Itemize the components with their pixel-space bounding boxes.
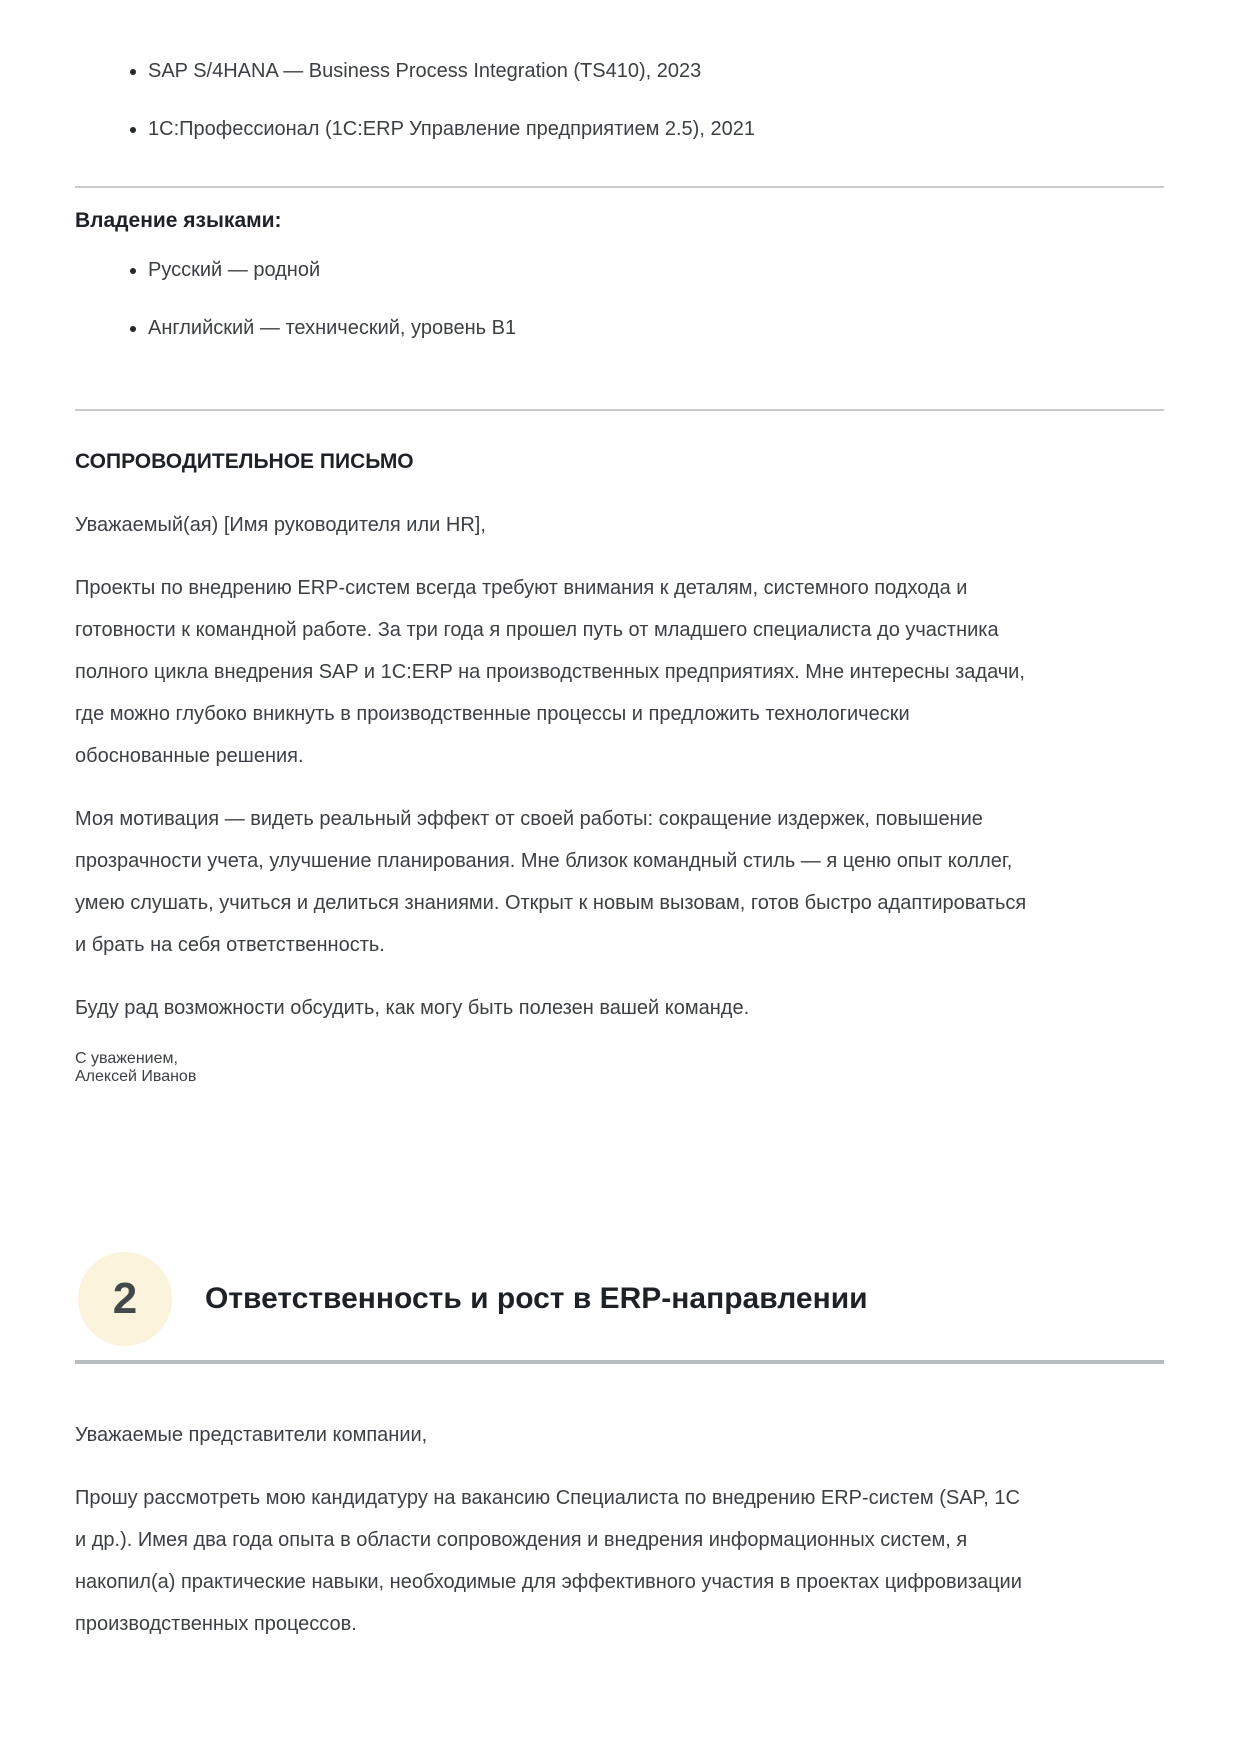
section-divider: [75, 1360, 1164, 1364]
section-2-paragraph: Прошу рассмотреть мою кандидатуру на вакансию Специалиста по внедрению ERP-систем (SAP, 1С и др.). Имея два года опыта в области сопровождения и внедрения информационных систем, я накопил(а) практические навыки, необходимые для эффективного участия в проектах цифровизации производственных процессов.: [75, 1487, 1022, 1635]
cover-letter-paragraph: Буду рад возможности обсудить, как могу быть полезен вашей команде.: [75, 997, 750, 1019]
section-2-title: Ответственность и рост в ERP-направлении: [205, 1282, 868, 1315]
section-number-badge: 2: [78, 1252, 172, 1346]
language-item: • Английский — технический, уровень B1: [148, 307, 1078, 349]
section-2-salutation: Уважаемые представители компании,: [75, 1424, 428, 1446]
divider: [75, 409, 1164, 411]
certification-item: • SAP S/4HANA — Business Process Integration (TS410), 2023: [148, 50, 1078, 92]
cover-letter-heading: СОПРОВОДИТЕЛЬНОЕ ПИСЬМО: [75, 450, 414, 473]
certification-item: • 1С:Профессионал (1С:ERP Управление предприятием 2.5), 2021: [148, 108, 1078, 150]
cover-letter-paragraph: Проекты по внедрению ERP-систем всегда требуют внимания к деталям, системного подхода и готовности к командной работе. За три года я прошел путь от младшего специалиста до участника полного цикла внедрения SAP и 1С:ERP на производственных предприятиях. Мне интересны задачи, где можно глубоко вникнуть в производственные процессы и предложить технологически обоснованные решения.: [75, 577, 1025, 767]
section-2-header: [75, 1252, 1164, 1346]
cover-letter-salutation: Уважаемый(ая) [Имя руководителя или HR],: [75, 514, 486, 536]
languages-heading: Владение языками:: [75, 209, 282, 232]
signature-name: Алексей Иванов: [75, 1068, 197, 1085]
cover-letter-paragraph: Моя мотивация — видеть реальный эффект от своей работы: сокращение издержек, повышение прозрачности учета, улучшение планирования. Мне близок командный стиль — я ценю опыт коллег, умею слушать, учиться и делиться знаниями. Открыт к новым вызовам, готов быстро адаптироваться и брать на себя ответственность.: [75, 808, 1027, 956]
closing-line: С уважением,: [75, 1050, 178, 1067]
languages-list: [75, 249, 1164, 349]
divider: [75, 186, 1164, 188]
certifications-list: [75, 50, 1164, 150]
language-item: • Русский — родной: [148, 249, 1078, 291]
